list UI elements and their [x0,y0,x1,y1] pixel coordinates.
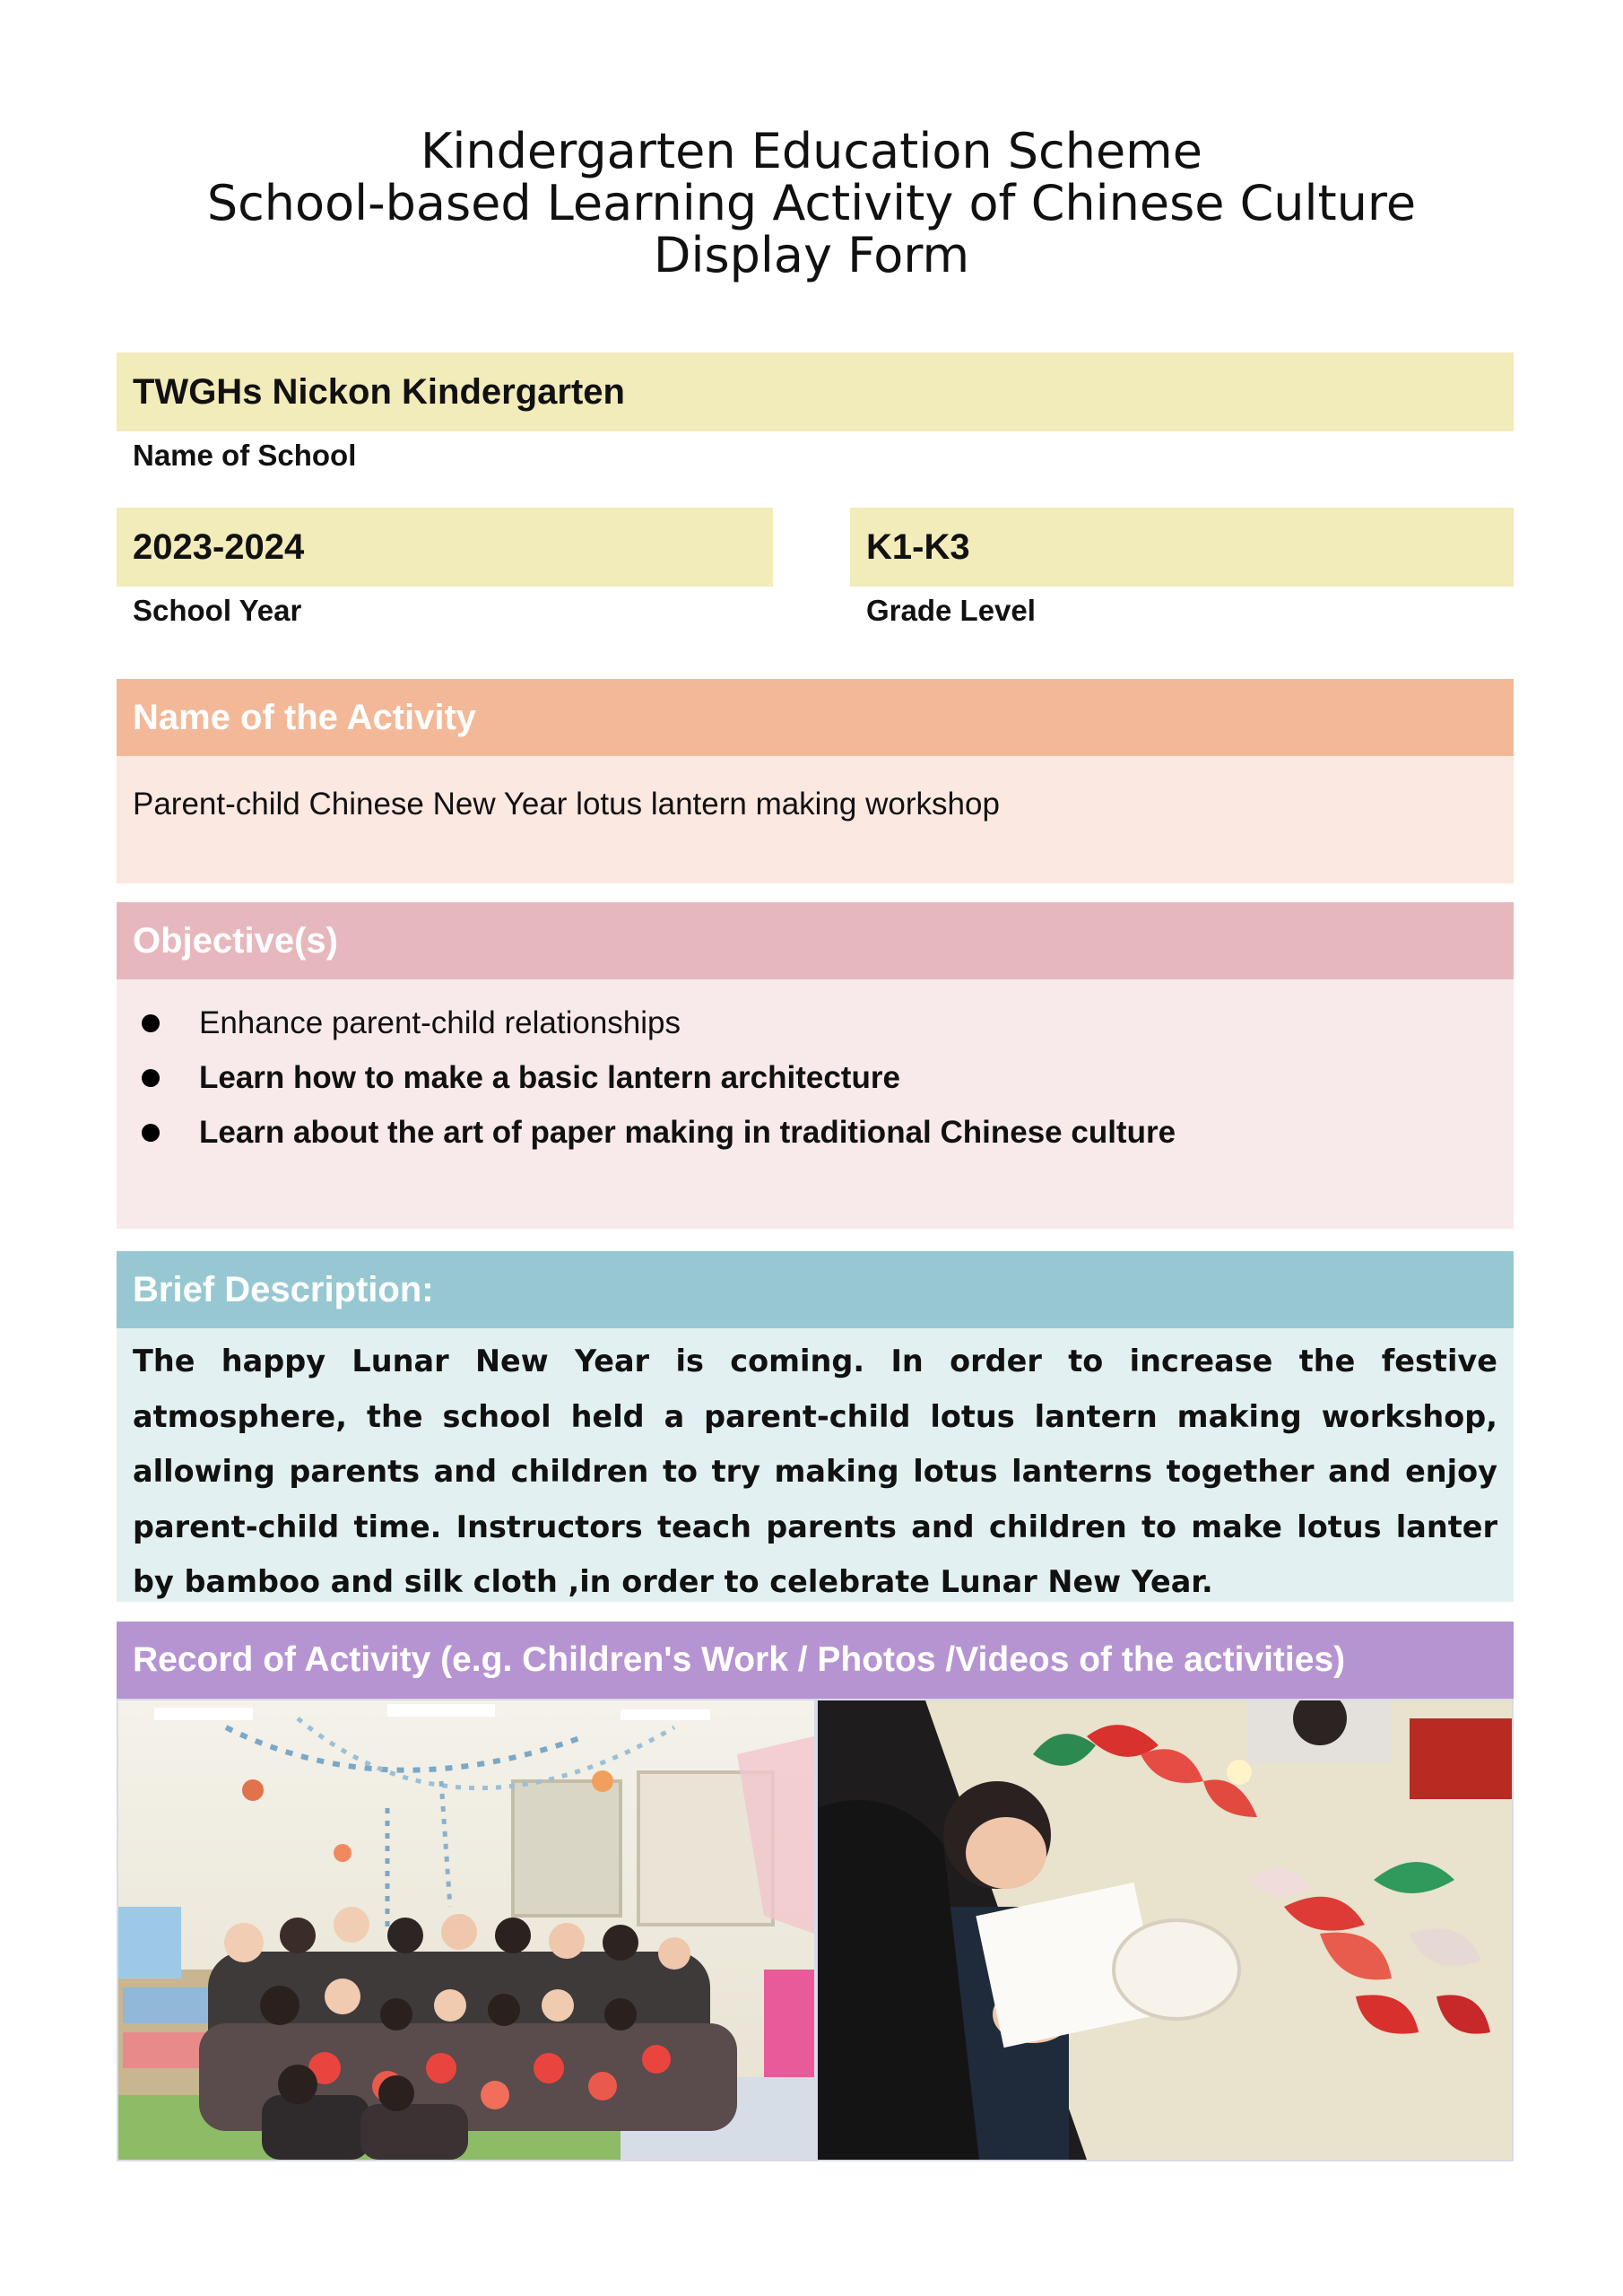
list-item [133,1050,1497,1105]
school-year-value: 2023-2024 [133,526,305,567]
title-line-3: Display Form [653,227,970,283]
school-name-field [117,352,1514,431]
title-line-2: School-based Learning Activity of Chinese Culture [206,175,1417,231]
group-photo-image [118,1700,814,2160]
record-heading [117,1622,1514,1699]
description-heading [117,1251,1514,1328]
bullet-icon [142,1069,160,1087]
bullet-icon [142,1014,160,1032]
objective-text: Learn how to make a basic lantern architecture [199,1059,900,1095]
lantern-making-photo [818,1700,1512,2160]
record-heading-text: Record of Activity (e.g. Children's Work / Photos /Videos of the activities) [133,1640,1346,1679]
school-name-value: TWGHs Nickon Kindergarten [133,371,625,412]
objectives-heading-text: Objective(s) [133,920,338,961]
grade-level-value: K1-K3 [866,526,970,567]
description-text: The happy Lunar New Year is coming. In order to increase the festive atmosphere, the school held a parent-child lotus lantern making workshop, allowing parents and children to try making lotus lanterns together and enjoy parent-child time. Instructors teach parents and children to make lotus lanter by bamboo and silk cloth ,in order to celebrate Lunar New Year. [133,1344,1497,1599]
school-year-label: School Year [133,594,302,627]
list-item [133,996,1497,1050]
activity-body [117,756,1514,883]
grade-level-label: Grade Level [866,594,1036,627]
school-year-field [117,508,773,587]
activity-heading-text: Name of the Activity [133,697,477,737]
objectives-heading [117,902,1514,979]
school-name-label: Name of School [133,439,357,472]
objectives-list [133,996,1497,1160]
activity-photos [117,1699,1514,2161]
group-photo [118,1700,814,2160]
form-title [0,123,1623,283]
objective-text: Learn about the art of paper making in traditional Chinese culture [199,1114,1176,1150]
activity-name: Parent-child Chinese New Year lotus lantern making workshop [133,787,1000,822]
list-item [133,1105,1497,1160]
activity-heading [117,679,1514,756]
title-line-1: Kindergarten Education Scheme [421,123,1202,179]
grade-level-field [850,508,1514,587]
lantern-making-image [818,1700,1512,2160]
description-heading-text: Brief Description: [133,1269,434,1309]
objectives-body [117,979,1514,1229]
description-body [117,1328,1514,1602]
objective-text: Enhance parent-child relationships [199,1004,681,1040]
bullet-icon [142,1124,160,1142]
